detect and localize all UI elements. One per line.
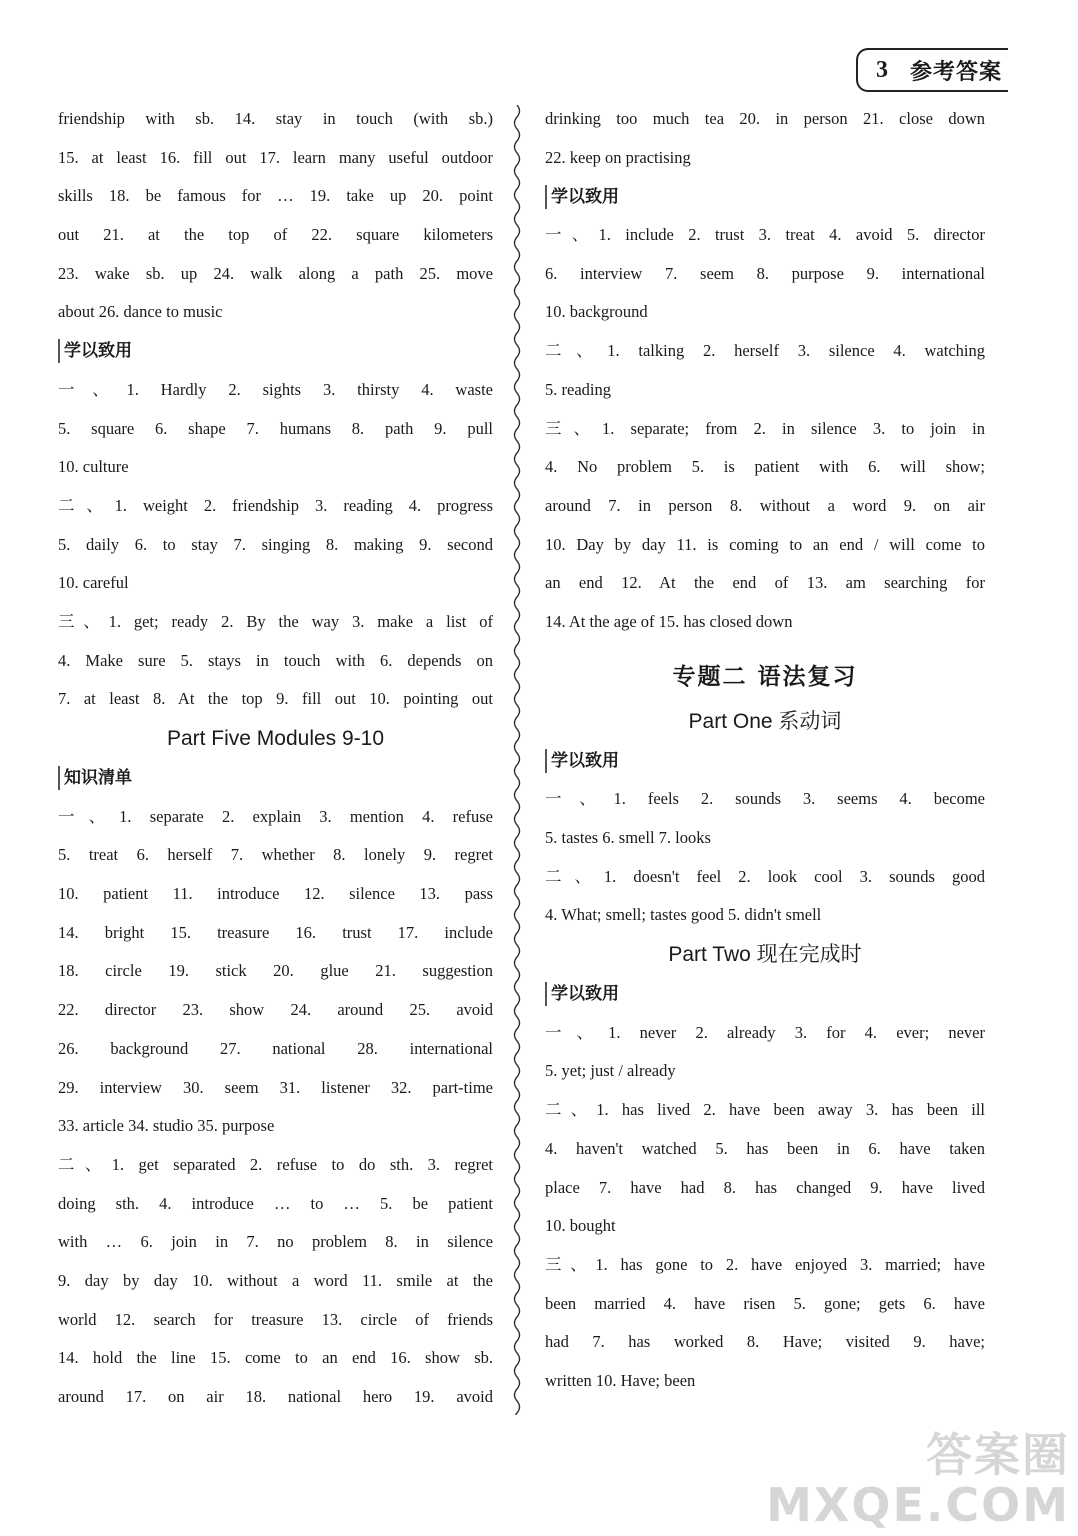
answer-line: been married 4. have risen 5. gone; gets 6. have (545, 1293, 985, 1313)
answer-line: 4. Make sure 5. stays in touch with 6. depends on (58, 650, 493, 670)
answer-line: 三、1. get; ready 2. By the way 3. make a list of (58, 611, 493, 631)
right-section2 (545, 780, 985, 935)
part-five-heading: Part Five Modules 9-10 (166, 727, 385, 750)
section-label-row (545, 975, 985, 1014)
column-divider (510, 105, 524, 1415)
answer-line: about 26. dance to music (58, 302, 223, 322)
answer-line: 18. circle 19. stick 20. glue 21. suggestion (58, 961, 493, 981)
watermark-line: MXQE.COM (766, 1478, 1070, 1532)
answer-line: doing sth. 4. introduce … to … 5. be patient (58, 1193, 493, 1213)
answer-line: 10. culture (58, 457, 129, 477)
left-section2 (58, 798, 493, 1417)
watermark-logo (766, 1430, 1070, 1530)
answer-line: 5. reading (545, 379, 611, 399)
answer-line: 5. yet; just / already (545, 1061, 676, 1081)
answer-line: 二、1. doesn't feel 2. look cool 3. sounds good (545, 866, 985, 886)
part-one-heading: Part One 系动词 (688, 709, 842, 733)
answer-line: an end 12. At the end of 13. am searching for (545, 573, 985, 593)
answer-line: friendship with sb. 14. stay in touch (with sb.) (58, 109, 493, 128)
answer-line: written 10. Have; been (545, 1370, 696, 1390)
answer-line: around 17. on air 18. national hero 19. avoid (58, 1387, 493, 1406)
right-intro (545, 100, 985, 177)
answer-line: 4. What; smell; tastes good 5. didn't smell (545, 905, 822, 925)
answer-line: 14. At the age of 15. has closed down (545, 611, 793, 631)
answer-line: 29. interview 30. seem 31. listener 32. part-time (58, 1077, 493, 1097)
section-label: 学以致用 (545, 185, 619, 209)
answer-line: 一、1. feels 2. sounds 3. seems 4. become (545, 789, 985, 809)
answer-line: 二、1. talking 2. herself 3. silence 4. watching (545, 341, 985, 361)
answer-line: 二、1. has lived 2. have been away 3. has been ill (545, 1100, 985, 1120)
answer-line: 22. director 23. show 24. around 25. avoid (58, 1000, 493, 1020)
answer-line: 10. careful (58, 573, 129, 593)
section-label: 学以致用 (545, 749, 619, 773)
answer-line: 一、1. Hardly 2. sights 3. thirsty 4. waste (58, 379, 493, 399)
answer-line: 一、1. never 2. already 3. for 4. ever; never (545, 1022, 985, 1042)
right-section3 (545, 1014, 985, 1401)
section-label-row (545, 742, 985, 781)
section-label: 知识清单 (58, 766, 132, 790)
answer-line: 9. day by day 10. without a word 11. smile at the (58, 1270, 493, 1290)
answer-line: 22. keep on practising (545, 147, 691, 167)
answer-line: 15. at least 16. fill out 17. learn many useful outdoor (58, 147, 493, 167)
answer-line: world 12. search for treasure 13. circle of friends (58, 1309, 493, 1329)
topic-two-heading: 专题二 语法复习 (672, 663, 858, 690)
left-column (58, 100, 493, 1417)
answer-line: drinking too much tea 20. in person 21. close down (545, 109, 985, 128)
answer-line: 一、1. include 2. trust 3. treat 4. avoid 5. director (545, 225, 985, 245)
header-title: 参考答案 (910, 59, 1003, 85)
left-section1 (58, 371, 493, 719)
answer-line: 10. patient 11. introduce 12. silence 13. pass (58, 884, 493, 904)
answer-line: 一、1. separate 2. explain 3. mention 4. refuse (58, 806, 493, 826)
answer-line: skills 18. be famous for … 19. take up 20. point (58, 186, 493, 206)
answer-line: 26. background 27. national 28. international (58, 1038, 493, 1058)
answer-line: out 21. at the top of 22. square kilometers (58, 225, 493, 245)
answer-line: 10. background (545, 302, 648, 322)
watermark-line: 答案圈 (926, 1428, 1070, 1482)
answer-line: around 7. in person 8. without a word 9. on air (545, 495, 985, 515)
right-section1 (545, 216, 985, 642)
answer-line: 23. wake sb. up 24. walk along a path 25. move (58, 263, 493, 283)
page-number: 3 (876, 56, 888, 83)
answer-line: 10. Day by day 11. is coming to an end / will come to (545, 534, 985, 554)
answer-line: had 7. has worked 8. Have; visited 9. have; (545, 1332, 985, 1352)
section-label-row (545, 177, 985, 216)
answer-line: 5. square 6. shape 7. humans 8. path 9. pull (58, 418, 493, 438)
section-label-row (58, 759, 493, 798)
answer-line: 二、1. weight 2. friendship 3. reading 4. progress (58, 495, 493, 515)
answer-line: 7. at least 8. At the top 9. fill out 10. pointing out (58, 689, 493, 709)
section-label: 学以致用 (545, 982, 619, 1006)
answer-line: 14. bright 15. treasure 16. trust 17. include (58, 922, 493, 942)
answer-line: 6. interview 7. seem 8. purpose 9. international (545, 263, 985, 283)
answer-line: 4. haven't watched 5. has been in 6. have taken (545, 1138, 985, 1158)
answer-line: 5. tastes 6. smell 7. looks (545, 828, 711, 847)
answer-line: 5. treat 6. herself 7. whether 8. lonely 9. regret (58, 845, 493, 865)
part-two-heading: Part Two 现在完成时 (668, 943, 862, 967)
answer-line: 14. hold the line 15. come to an end 16. show sb. (58, 1348, 493, 1368)
answer-line: with … 6. join in 7. no problem 8. in silence (58, 1232, 493, 1252)
answer-line: place 7. have had 8. has changed 9. have lived (545, 1177, 985, 1197)
answer-line: 三、1. has gone to 2. have enjoyed 3. married; have (545, 1254, 985, 1274)
left-intro (58, 100, 493, 332)
answer-line: 33. article 34. studio 35. purpose (58, 1116, 275, 1136)
section-label: 学以致用 (58, 339, 132, 363)
section-label-row (58, 332, 493, 371)
answer-line: 10. bought (545, 1216, 616, 1236)
answer-line: 三、1. separate; from 2. in silence 3. to join in (545, 418, 985, 438)
answer-line: 5. daily 6. to stay 7. singing 8. making 9. second (58, 534, 493, 554)
page-header (856, 48, 1008, 92)
answer-line: 4. No problem 5. is patient with 6. will show; (545, 457, 985, 477)
right-column (545, 100, 985, 1401)
answer-line: 二、1. get separated 2. refuse to do sth. 3. regret (58, 1154, 493, 1174)
